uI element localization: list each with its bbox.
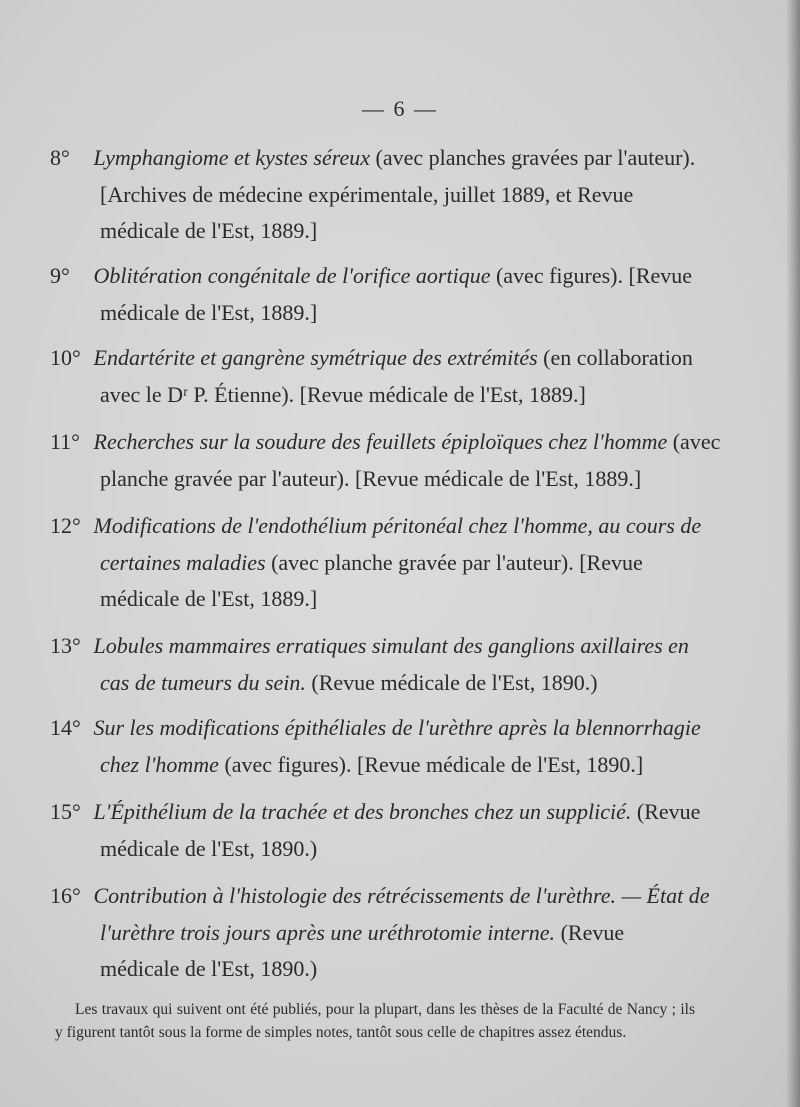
entry-number: 11° bbox=[50, 429, 80, 454]
entry-text: [Archives de médecine expérimentale, juillet 1889, et Revue médicale de l'Est, 1889.] bbox=[100, 181, 634, 243]
entry-title: Lobules mammaires erratiques simulant des ganglions axillaires en bbox=[93, 633, 689, 658]
entry-text: (avec bbox=[667, 429, 721, 454]
page-edge-shadow bbox=[786, 0, 800, 1107]
entry-number: 9° bbox=[50, 263, 70, 288]
entry-15 bbox=[50, 794, 701, 867]
entry-11 bbox=[50, 424, 721, 497]
entry-number: 15° bbox=[50, 799, 81, 824]
entry-text: médicale de l'Est, 1889.] bbox=[100, 299, 318, 325]
entry-16 bbox=[50, 878, 710, 988]
entry-13 bbox=[50, 628, 690, 701]
entry-number: 13° bbox=[50, 633, 81, 658]
page-number: — 6 — bbox=[362, 96, 438, 121]
entry-text: (avec planches gravées par l'auteur). bbox=[370, 145, 696, 170]
entry-9 bbox=[50, 258, 693, 331]
entry-title: Sur les modifications épithéliales de l'urèthre après la blennorrhagie bbox=[93, 715, 701, 740]
entry-text: (avec figures). [Revue bbox=[490, 263, 693, 288]
entry-text: (Revue bbox=[631, 799, 701, 824]
entry-text: (avec planche gravée par l'auteur). [Revue médicale de l'Est, 1889.] bbox=[100, 549, 643, 611]
entry-title: Recherches sur la soudure des feuillets épiploïques chez l'homme bbox=[93, 429, 668, 454]
entry-title: L'Épithélium de la trachée et des bronches chez un supplicié. bbox=[93, 799, 632, 824]
entry-text: planche gravée par l'auteur). [Revue médicale de l'Est, 1889.] bbox=[100, 465, 642, 491]
entry-title: Lymphangiome et kystes séreux bbox=[93, 145, 371, 170]
entry-12 bbox=[50, 508, 702, 618]
entry-text: (en collaboration bbox=[537, 345, 693, 370]
entry-14 bbox=[50, 710, 701, 783]
entry-text: (avec figures). [Revue médicale de l'Est, 1890.] bbox=[218, 751, 644, 777]
entry-title-continued: certaines maladies bbox=[100, 549, 266, 575]
entry-title: Oblitération congénitale de l'orifice aortique bbox=[93, 263, 491, 288]
entry-10 bbox=[50, 340, 693, 413]
entry-text: médicale de l'Est, 1890.) bbox=[100, 835, 318, 861]
entry-number: 16° bbox=[50, 883, 81, 908]
entry-number: 10° bbox=[50, 345, 81, 370]
entry-8 bbox=[50, 140, 696, 250]
entry-number: 8° bbox=[50, 145, 70, 170]
entry-title-continued: l'urèthre trois jours après une uréthrotomie interne. bbox=[100, 919, 556, 945]
footnote: Les travaux qui suivent ont été publiés, pour la plupart, dans les thèses de la Faculté de Nancy ; ils y figurent tantôt sous la forme de simples notes, tantôt sous celle de chapitres assez étendus. bbox=[55, 1001, 695, 1041]
entry-text: (Revue médicale de l'Est, 1890.) bbox=[100, 919, 625, 981]
entry-number: 12° bbox=[50, 513, 81, 538]
entry-title-continued: chez l'homme bbox=[100, 751, 219, 777]
entry-title-continued: cas de tumeurs du sein. bbox=[100, 669, 306, 695]
entry-number: 14° bbox=[50, 715, 81, 740]
entry-title: Modifications de l'endothélium péritonéal chez l'homme, au cours de bbox=[93, 513, 702, 538]
entry-title: Endartérite et gangrène symétrique des extrémités bbox=[93, 345, 538, 370]
entry-title: Contribution à l'histologie des rétrécissements de l'urèthre. — État de bbox=[93, 883, 710, 908]
entry-text: (Revue médicale de l'Est, 1890.) bbox=[305, 669, 598, 695]
entry-text: avec le Dʳ P. Étienne). [Revue médicale de l'Est, 1889.] bbox=[100, 381, 586, 407]
